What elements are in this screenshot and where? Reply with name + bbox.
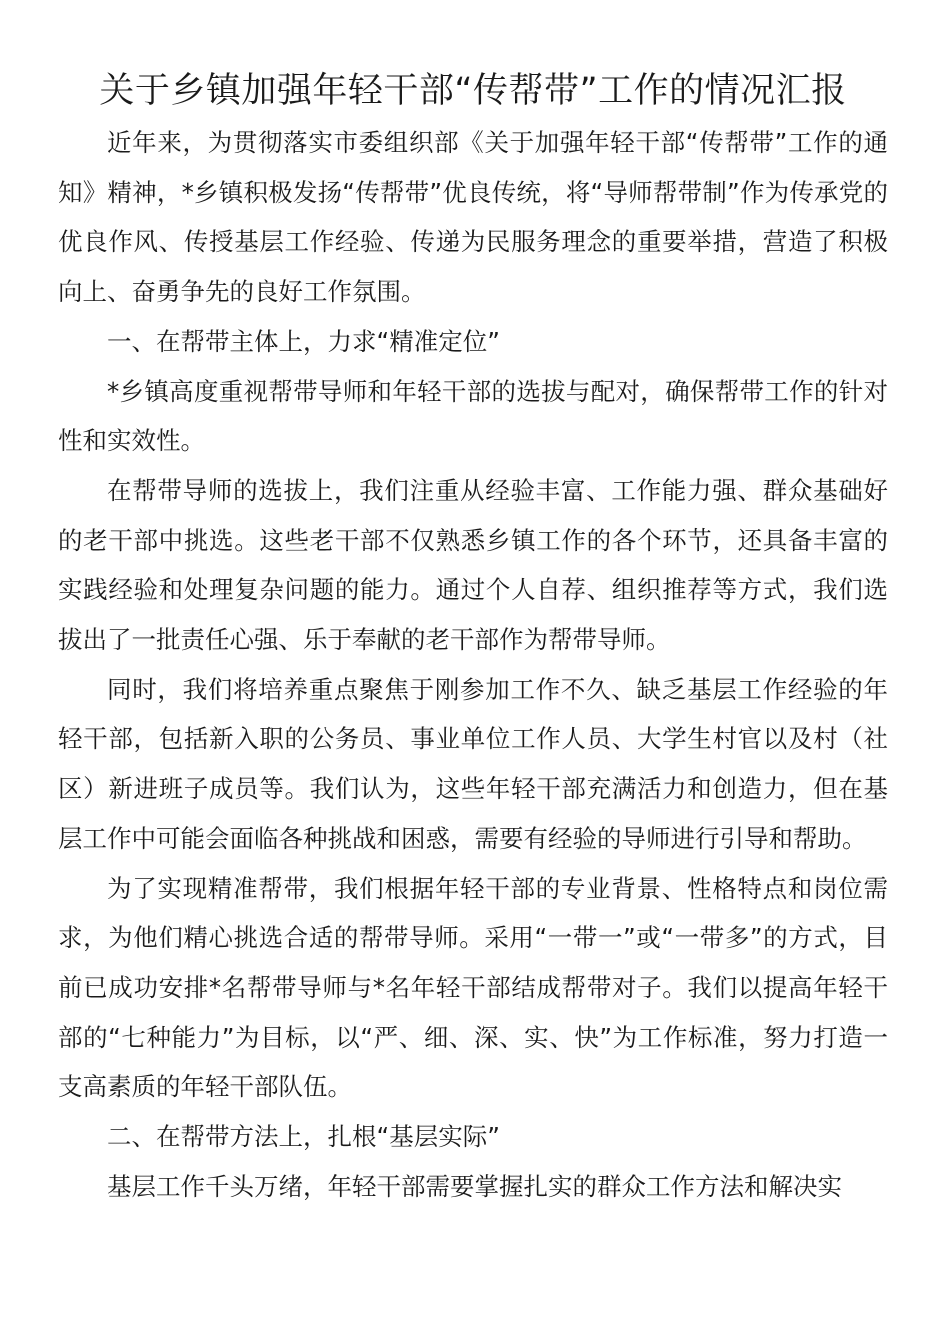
paragraph: 为了实现精准帮带，我们根据年轻干部的专业背景、性格特点和岗位需求，为他们精心挑选合适的帮带导师。采用“一带一”或“一带多”的方式，目前已成功安排*名帮带导师与*名年轻干部结成帮带对子。我们以提高年轻干部的“七种能力”为目标，以“严、细、深、实、快”为工作标准，努力打造一支高素质的年轻干部队伍。: [58, 873, 888, 1102]
section-heading-1: 一、在帮带主体上，力求“精准定位”: [107, 326, 500, 356]
document-title: 关于乡镇加强年轻干部“传帮带”工作的情况汇报: [99, 71, 847, 111]
document-body: [58, 118, 888, 1211]
section-heading-2: 二、在帮带方法上，扎根“基层实际”: [107, 1122, 500, 1152]
paragraph: 在帮带导师的选拔上，我们注重从经验丰富、工作能力强、群众基础好的老干部中挑选。这些老干部不仅熟悉乡镇工作的各个环节，还具备丰富的实践经验和处理复杂问题的能力。通过个人自荐、组织推荐等方式，我们选拔出了一批责任心强、乐于奉献的老干部作为帮带导师。: [58, 475, 888, 655]
paragraph: *乡镇高度重视帮带导师和年轻干部的选拔与配对，确保帮带工作的针对性和实效性。: [58, 376, 888, 456]
paragraph-truncated: 基层工作千头万绪，年轻干部需要掌握扎实的群众工作方法和解决实: [107, 1171, 842, 1201]
paragraph-intro: 近年来，为贯彻落实市委组织部《关于加强年轻干部“传帮带”工作的通知》精神，*乡镇积极发扬“传帮带”优良传统，将“导师帮带制”作为传承党的优良作风、传授基层工作经验、传递为民服务理念的重要举措，营造了积极向上、奋勇争先的良好工作氛围。: [58, 128, 888, 307]
paragraph: 同时，我们将培养重点聚焦于刚参加工作不久、缺乏基层工作经验的年轻干部，包括新入职的公务员、事业单位工作人员、大学生村官以及村（社区）新进班子成员等。我们认为，这些年轻干部充满活力和创造力，但在基层工作中可能会面临各种挑战和困惑，需要有经验的导师进行引导和帮助。: [58, 674, 888, 853]
